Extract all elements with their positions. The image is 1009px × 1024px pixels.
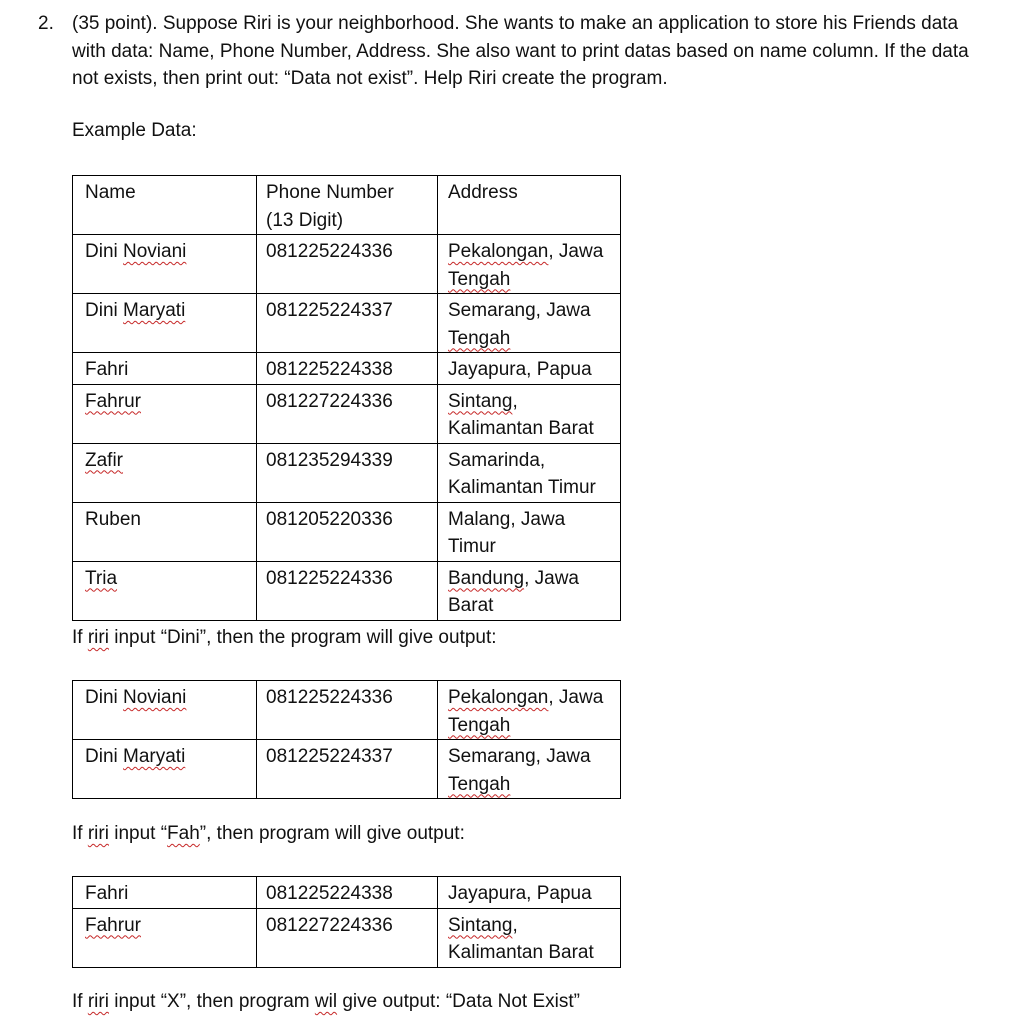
cell-name: Zafir: [73, 443, 257, 502]
header-phone: Phone Number (13 Digit): [257, 176, 438, 235]
table-row: [73, 235, 621, 294]
cell-phone: 081227224336: [257, 908, 438, 967]
cell-name: Dini Maryati: [73, 294, 257, 353]
question-number: 2.: [38, 13, 54, 34]
cell-address: Sintang, Kalimantan Barat: [438, 384, 621, 443]
cell-phone: 081225224337: [257, 740, 438, 799]
table-header-row: [73, 176, 621, 235]
cell-name: Fahri: [73, 877, 257, 909]
header-name: Name: [73, 176, 257, 235]
header-address: Address: [438, 176, 621, 235]
cell-phone: 081225224336: [257, 235, 438, 294]
cell-address: Malang, Jawa Timur: [438, 502, 621, 561]
cell-name: Ruben: [73, 502, 257, 561]
example-data-table: [72, 175, 621, 621]
cell-name: Dini Noviani: [73, 681, 257, 740]
example-data-label: Example Data:: [72, 120, 197, 141]
cell-name: Fahrur: [73, 908, 257, 967]
output2-table: [72, 876, 621, 968]
cell-phone: 081225224337: [257, 294, 438, 353]
cell-phone: 081225224338: [257, 877, 438, 909]
table-row: [73, 877, 621, 909]
cell-phone: 081235294339: [257, 443, 438, 502]
table-row: [73, 294, 621, 353]
case3-text: If riri input “X”, then program wil give output: “Data Not Exist”: [72, 991, 580, 1012]
table-row: [73, 443, 621, 502]
cell-address: Sintang, Kalimantan Barat: [438, 908, 621, 967]
cell-address: Semarang, Jawa Tengah: [438, 294, 621, 353]
table-row: [73, 353, 621, 385]
cell-name: Tria: [73, 561, 257, 620]
cell-phone: 081225224336: [257, 561, 438, 620]
table-row: [73, 384, 621, 443]
cell-address: Samarinda, Kalimantan Timur: [438, 443, 621, 502]
cell-address: Bandung, Jawa Barat: [438, 561, 621, 620]
table-row: [73, 681, 621, 740]
cell-name: Dini Noviani: [73, 235, 257, 294]
cell-address: Jayapura, Papua: [438, 353, 621, 385]
output1-table: [72, 680, 621, 799]
table-row: [73, 502, 621, 561]
cell-name: Dini Maryati: [73, 740, 257, 799]
cell-phone: 081225224336: [257, 681, 438, 740]
cell-name: Fahri: [73, 353, 257, 385]
cell-address: Semarang, Jawa Tengah: [438, 740, 621, 799]
question-block: [38, 10, 988, 93]
table-row: [73, 561, 621, 620]
cell-phone: 081225224338: [257, 353, 438, 385]
cell-phone: 081205220336: [257, 502, 438, 561]
question-text: (35 point). Suppose Riri is your neighborhood. She wants to make an application to store his Friends data with data: Name, Phone Number, Address. She also want to print datas based on name column. If the data not exists, then print out: “Data not exist”. Help Riri create the program.: [72, 13, 969, 89]
table-row: [73, 908, 621, 967]
table-row: [73, 740, 621, 799]
cell-name: Fahrur: [73, 384, 257, 443]
cell-address: Jayapura, Papua: [438, 877, 621, 909]
cell-phone: 081227224336: [257, 384, 438, 443]
cell-address: Pekalongan, Jawa Tengah: [438, 681, 621, 740]
case1-text: If riri input “Dini”, then the program will give output:: [72, 627, 497, 648]
cell-address: Pekalongan, Jawa Tengah: [438, 235, 621, 294]
case2-text: If riri input “Fah”, then program will give output:: [72, 823, 465, 844]
